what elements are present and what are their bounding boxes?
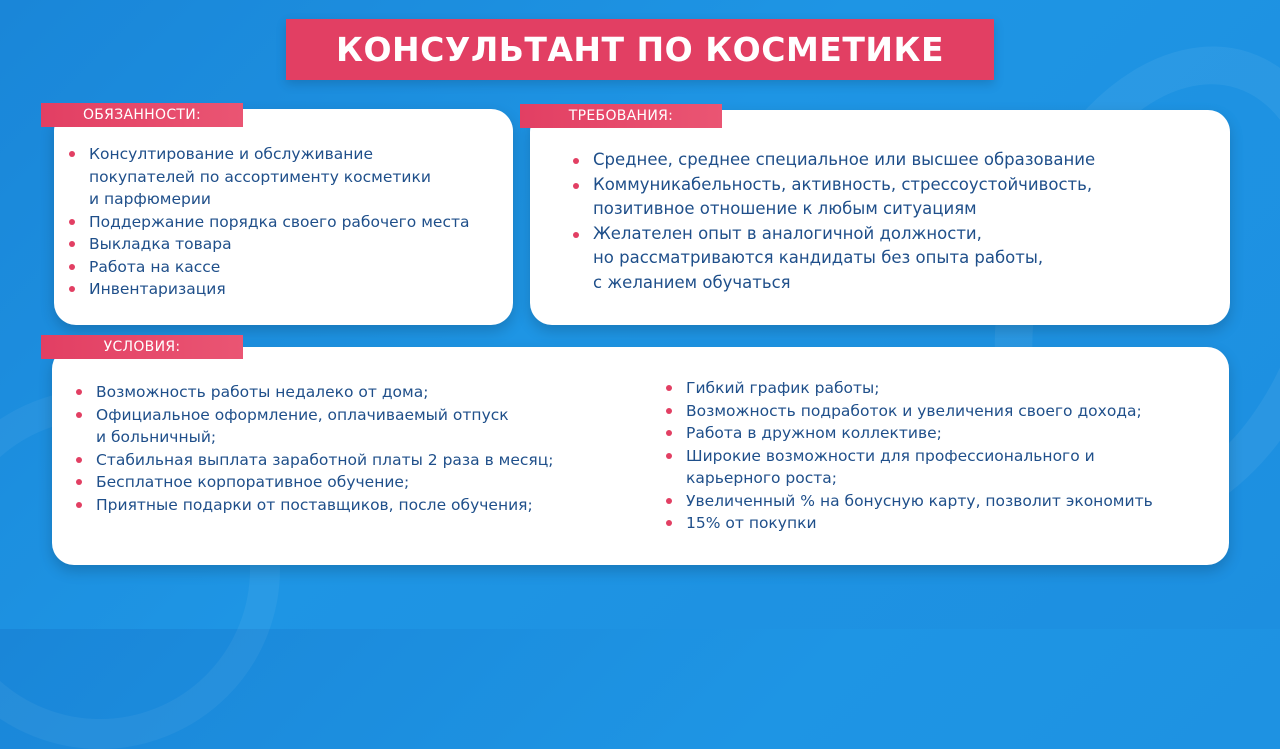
list-item: Увеличенный % на бонусную карту, позволит экономить [666,490,1206,513]
list-item: Гибкий график работы; [666,377,1206,400]
conditions-list-right [666,377,1206,535]
list-item: Приятные подарки от поставщиков, после обучения; [76,494,636,517]
requirements-list [573,148,1223,295]
list-item: Возможность подработок и увеличения своего дохода; [666,400,1206,423]
list-item: Широкие возможности для профессионального и карьерного роста; [666,445,1206,490]
conditions-label: УСЛОВИЯ: [41,335,243,359]
list-item: Стабильная выплата заработной платы 2 раза в месяц; [76,449,636,472]
list-item: Бесплатное корпоративное обучение; [76,471,636,494]
list-item: Коммуникабельность, активность, стрессоустойчивость, позитивное отношение к любым ситуациям [573,173,1223,222]
list-item: Работа в дружном коллективе; [666,422,1206,445]
list-item: Инвентаризация [69,278,509,301]
list-item: Официальное оформление, оплачиваемый отпуск и больничный; [76,404,636,449]
list-item: Консултирование и обслуживание покупателей по ассортименту косметики и парфюмерии [69,143,509,211]
list-item: Выкладка товара [69,233,509,256]
duties-label: ОБЯЗАННОСТИ: [41,103,243,127]
list-item: Среднее, среднее специальное или высшее образование [573,148,1223,173]
list-item: Работа на кассе [69,256,509,279]
list-item: 15% от покупки [666,512,1206,535]
duties-list [69,143,509,301]
requirements-label: ТРЕБОВАНИЯ: [520,104,722,128]
list-item: Поддержание порядка своего рабочего места [69,211,509,234]
title-banner [286,19,994,80]
list-item: Возможность работы недалеко от дома; [76,381,636,404]
conditions-list-left [76,381,636,516]
page-title: КОНСУЛЬТАНТ ПО КОСМЕТИКЕ [336,30,944,69]
list-item: Желателен опыт в аналогичной должности, но рассматриваются кандидаты без опыта работы, с желанием обучаться [573,222,1223,296]
